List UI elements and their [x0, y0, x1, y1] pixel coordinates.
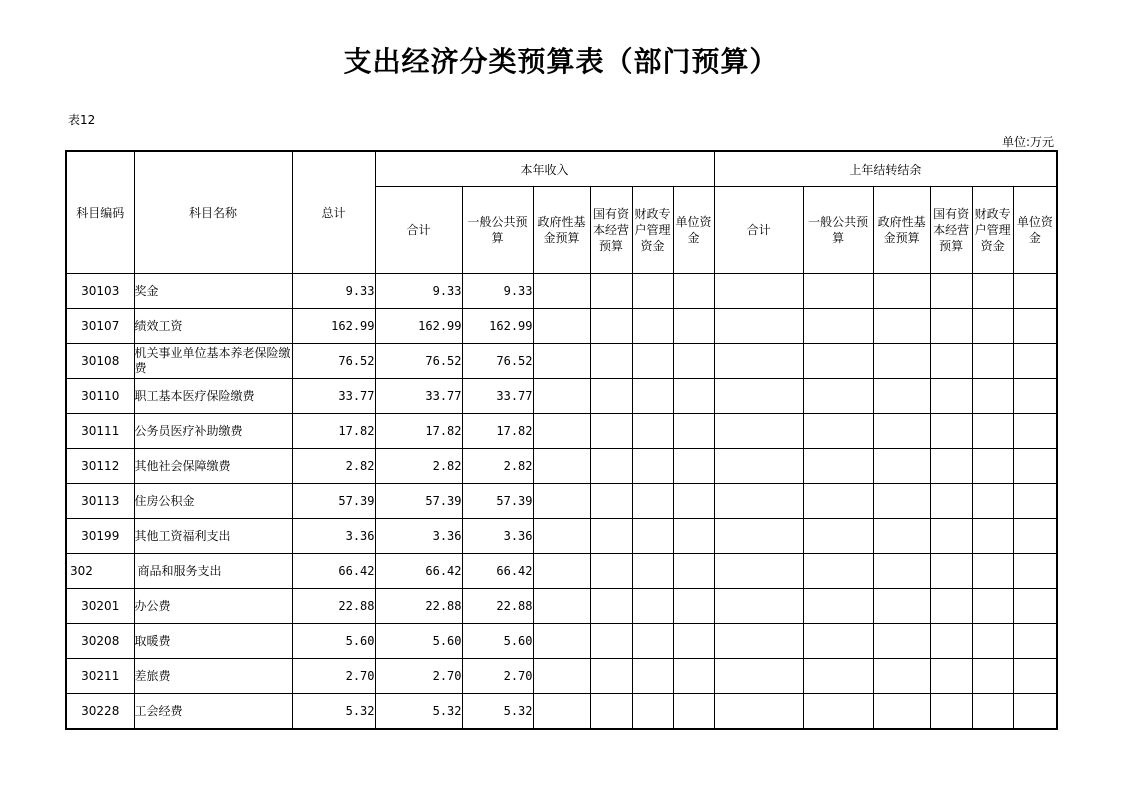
cell-carryover-gov-fund: [873, 589, 930, 624]
cell-income-state-capital: [590, 309, 632, 344]
cell-carryover-subtotal: [714, 484, 803, 519]
table-row: [66, 344, 1057, 379]
cell-income-subtotal: 2.82: [375, 449, 462, 484]
cell-carryover-special-fund: [972, 554, 1013, 589]
unit-label: 单位:万元: [1001, 135, 1054, 149]
cell-income-general-public: 2.82: [462, 449, 533, 484]
cell-carryover-state-capital: [930, 309, 972, 344]
cell-income-unit-fund: [673, 449, 714, 484]
cell-name: 其他工资福利支出: [134, 519, 292, 554]
cell-income-subtotal: 17.82: [375, 414, 462, 449]
cell-carryover-gov-fund: [873, 274, 930, 309]
cell-carryover-state-capital: [930, 694, 972, 730]
cell-name: 差旅费: [134, 659, 292, 694]
cell-income-special-fund: [632, 449, 673, 484]
cell-income-unit-fund: [673, 694, 714, 730]
table-row: [66, 379, 1057, 414]
cell-carryover-general-public: [803, 449, 873, 484]
cell-carryover-general-public: [803, 554, 873, 589]
cell-name: 奖金: [134, 274, 292, 309]
cell-name: 机关事业单位基本养老保险缴费: [134, 344, 292, 379]
cell-carryover-state-capital: [930, 344, 972, 379]
cell-carryover-state-capital: [930, 659, 972, 694]
cell-income-unit-fund: [673, 589, 714, 624]
cell-income-subtotal: 76.52: [375, 344, 462, 379]
cell-code: 30208: [66, 624, 134, 659]
cell-income-special-fund: [632, 519, 673, 554]
cell-carryover-unit-fund: [1013, 414, 1057, 449]
cell-income-unit-fund: [673, 519, 714, 554]
cell-total: 66.42: [292, 554, 375, 589]
cell-carryover-unit-fund: [1013, 659, 1057, 694]
cell-code: 30110: [66, 379, 134, 414]
cell-income-general-public: 2.70: [462, 659, 533, 694]
cell-income-general-public: 33.77: [462, 379, 533, 414]
cell-income-special-fund: [632, 274, 673, 309]
cell-income-subtotal: 3.36: [375, 519, 462, 554]
cell-income-subtotal: 66.42: [375, 554, 462, 589]
cell-total: 22.88: [292, 589, 375, 624]
cell-income-state-capital: [590, 449, 632, 484]
cell-carryover-subtotal: [714, 414, 803, 449]
table-header: [66, 151, 1057, 274]
cell-name: 取暖费: [134, 624, 292, 659]
table-row: [66, 274, 1057, 309]
cell-carryover-gov-fund: [873, 449, 930, 484]
table-row: [66, 484, 1057, 519]
cell-carryover-general-public: [803, 659, 873, 694]
cell-carryover-subtotal: [714, 659, 803, 694]
cell-income-state-capital: [590, 274, 632, 309]
cell-code: 30111: [66, 414, 134, 449]
header-carryover-state-capital: 国有资本经营预算: [930, 187, 972, 274]
cell-income-unit-fund: [673, 274, 714, 309]
table-body: [66, 274, 1057, 730]
cell-income-subtotal: 5.60: [375, 624, 462, 659]
cell-total: 5.60: [292, 624, 375, 659]
cell-carryover-subtotal: [714, 694, 803, 730]
cell-carryover-unit-fund: [1013, 484, 1057, 519]
cell-carryover-state-capital: [930, 379, 972, 414]
cell-code: 30211: [66, 659, 134, 694]
cell-income-state-capital: [590, 484, 632, 519]
cell-name: 职工基本医疗保险缴费: [134, 379, 292, 414]
cell-income-unit-fund: [673, 484, 714, 519]
cell-code: 302: [66, 554, 134, 589]
cell-income-state-capital: [590, 589, 632, 624]
cell-income-state-capital: [590, 344, 632, 379]
cell-name: 公务员医疗补助缴费: [134, 414, 292, 449]
header-total: 总计: [292, 151, 375, 274]
cell-income-gov-fund: [533, 624, 590, 659]
table-row: [66, 624, 1057, 659]
header-carryover-general-public: 一般公共预算: [803, 187, 873, 274]
cell-income-general-public: 76.52: [462, 344, 533, 379]
cell-carryover-general-public: [803, 694, 873, 730]
cell-carryover-gov-fund: [873, 554, 930, 589]
cell-carryover-subtotal: [714, 624, 803, 659]
cell-total: 33.77: [292, 379, 375, 414]
cell-income-gov-fund: [533, 554, 590, 589]
cell-carryover-subtotal: [714, 379, 803, 414]
cell-income-gov-fund: [533, 589, 590, 624]
cell-income-gov-fund: [533, 309, 590, 344]
header-carryover-subtotal: 合计: [714, 187, 803, 274]
cell-income-general-public: 22.88: [462, 589, 533, 624]
cell-income-subtotal: 162.99: [375, 309, 462, 344]
cell-carryover-special-fund: [972, 379, 1013, 414]
cell-income-general-public: 5.32: [462, 694, 533, 730]
cell-code: 30199: [66, 519, 134, 554]
cell-carryover-gov-fund: [873, 309, 930, 344]
cell-carryover-state-capital: [930, 274, 972, 309]
cell-carryover-subtotal: [714, 309, 803, 344]
cell-income-subtotal: 9.33: [375, 274, 462, 309]
cell-income-subtotal: 33.77: [375, 379, 462, 414]
cell-carryover-general-public: [803, 519, 873, 554]
table-row: [66, 694, 1057, 730]
cell-income-gov-fund: [533, 274, 590, 309]
cell-income-gov-fund: [533, 694, 590, 730]
cell-carryover-general-public: [803, 624, 873, 659]
cell-carryover-unit-fund: [1013, 554, 1057, 589]
cell-carryover-special-fund: [972, 449, 1013, 484]
cell-income-subtotal: 2.70: [375, 659, 462, 694]
cell-income-special-fund: [632, 624, 673, 659]
cell-carryover-unit-fund: [1013, 694, 1057, 730]
cell-income-special-fund: [632, 414, 673, 449]
cell-income-special-fund: [632, 694, 673, 730]
cell-income-special-fund: [632, 589, 673, 624]
header-income-state-capital: 国有资本经营预算: [590, 187, 632, 274]
cell-income-gov-fund: [533, 659, 590, 694]
cell-carryover-gov-fund: [873, 379, 930, 414]
header-current-income: 本年收入: [375, 151, 714, 187]
cell-carryover-state-capital: [930, 624, 972, 659]
cell-carryover-special-fund: [972, 589, 1013, 624]
cell-carryover-general-public: [803, 344, 873, 379]
header-income-unit-fund: 单位资金: [673, 187, 714, 274]
cell-carryover-unit-fund: [1013, 589, 1057, 624]
cell-total: 9.33: [292, 274, 375, 309]
header-income-gov-fund: 政府性基金预算: [533, 187, 590, 274]
table-row: [66, 309, 1057, 344]
table-row: [66, 659, 1057, 694]
cell-carryover-general-public: [803, 589, 873, 624]
cell-income-special-fund: [632, 484, 673, 519]
cell-income-gov-fund: [533, 484, 590, 519]
header-income-general-public: 一般公共预算: [462, 187, 533, 274]
cell-carryover-unit-fund: [1013, 274, 1057, 309]
cell-income-unit-fund: [673, 624, 714, 659]
cell-income-subtotal: 22.88: [375, 589, 462, 624]
cell-carryover-general-public: [803, 274, 873, 309]
cell-carryover-gov-fund: [873, 694, 930, 730]
cell-code: 30108: [66, 344, 134, 379]
cell-code: 30107: [66, 309, 134, 344]
cell-income-general-public: 17.82: [462, 414, 533, 449]
cell-income-subtotal: 57.39: [375, 484, 462, 519]
cell-income-subtotal: 5.32: [375, 694, 462, 730]
cell-total: 2.82: [292, 449, 375, 484]
cell-name: 商品和服务支出: [134, 554, 292, 589]
cell-total: 2.70: [292, 659, 375, 694]
cell-carryover-general-public: [803, 414, 873, 449]
cell-income-state-capital: [590, 624, 632, 659]
cell-income-state-capital: [590, 694, 632, 730]
cell-income-state-capital: [590, 659, 632, 694]
cell-carryover-subtotal: [714, 589, 803, 624]
cell-income-state-capital: [590, 414, 632, 449]
cell-carryover-special-fund: [972, 484, 1013, 519]
cell-carryover-subtotal: [714, 449, 803, 484]
cell-income-unit-fund: [673, 554, 714, 589]
cell-code: 30113: [66, 484, 134, 519]
cell-total: 5.32: [292, 694, 375, 730]
cell-income-unit-fund: [673, 379, 714, 414]
cell-income-gov-fund: [533, 449, 590, 484]
cell-code: 30201: [66, 589, 134, 624]
cell-total: 3.36: [292, 519, 375, 554]
page-title: 支出经济分类预算表（部门预算）: [343, 45, 779, 78]
cell-name: 住房公积金: [134, 484, 292, 519]
cell-carryover-unit-fund: [1013, 309, 1057, 344]
header-carryover-unit-fund: 单位资金: [1013, 187, 1057, 274]
cell-income-general-public: 3.36: [462, 519, 533, 554]
cell-carryover-subtotal: [714, 274, 803, 309]
cell-code: 30112: [66, 449, 134, 484]
cell-carryover-special-fund: [972, 519, 1013, 554]
cell-carryover-unit-fund: [1013, 449, 1057, 484]
table-row: [66, 589, 1057, 624]
cell-carryover-state-capital: [930, 554, 972, 589]
cell-income-general-public: 66.42: [462, 554, 533, 589]
cell-income-general-public: 162.99: [462, 309, 533, 344]
cell-carryover-special-fund: [972, 414, 1013, 449]
cell-carryover-general-public: [803, 309, 873, 344]
cell-income-special-fund: [632, 344, 673, 379]
cell-income-special-fund: [632, 659, 673, 694]
cell-name: 办公费: [134, 589, 292, 624]
cell-carryover-gov-fund: [873, 414, 930, 449]
cell-total: 57.39: [292, 484, 375, 519]
header-name: 科目名称: [134, 151, 292, 274]
cell-income-gov-fund: [533, 344, 590, 379]
cell-carryover-state-capital: [930, 449, 972, 484]
cell-name: 工会经费: [134, 694, 292, 730]
cell-carryover-state-capital: [930, 519, 972, 554]
table-row: [66, 449, 1057, 484]
header-carryover-special-fund: 财政专户管理资金: [972, 187, 1013, 274]
table-row: [66, 554, 1057, 589]
cell-code: 30228: [66, 694, 134, 730]
cell-carryover-unit-fund: [1013, 624, 1057, 659]
cell-income-gov-fund: [533, 519, 590, 554]
cell-total: 76.52: [292, 344, 375, 379]
cell-carryover-subtotal: [714, 344, 803, 379]
cell-income-general-public: 57.39: [462, 484, 533, 519]
cell-code: 30103: [66, 274, 134, 309]
cell-income-unit-fund: [673, 309, 714, 344]
cell-income-general-public: 5.60: [462, 624, 533, 659]
cell-total: 17.82: [292, 414, 375, 449]
cell-carryover-gov-fund: [873, 624, 930, 659]
cell-carryover-state-capital: [930, 589, 972, 624]
cell-name: 绩效工资: [134, 309, 292, 344]
cell-carryover-subtotal: [714, 554, 803, 589]
cell-name: 其他社会保障缴费: [134, 449, 292, 484]
cell-income-state-capital: [590, 554, 632, 589]
table-number: 表12: [68, 113, 96, 127]
cell-carryover-general-public: [803, 379, 873, 414]
cell-carryover-gov-fund: [873, 484, 930, 519]
header-carryover-gov-fund: 政府性基金预算: [873, 187, 930, 274]
cell-carryover-gov-fund: [873, 659, 930, 694]
cell-carryover-special-fund: [972, 624, 1013, 659]
cell-income-general-public: 9.33: [462, 274, 533, 309]
cell-income-state-capital: [590, 519, 632, 554]
cell-income-special-fund: [632, 309, 673, 344]
header-income-subtotal: 合计: [375, 187, 462, 274]
cell-income-special-fund: [632, 379, 673, 414]
cell-carryover-state-capital: [930, 484, 972, 519]
cell-income-unit-fund: [673, 659, 714, 694]
table-row: [66, 414, 1057, 449]
cell-carryover-unit-fund: [1013, 379, 1057, 414]
header-code: 科目编码: [66, 151, 134, 274]
cell-carryover-gov-fund: [873, 519, 930, 554]
cell-carryover-state-capital: [930, 414, 972, 449]
header-income-special-fund: 财政专户管理资金: [632, 187, 673, 274]
cell-carryover-special-fund: [972, 309, 1013, 344]
cell-carryover-special-fund: [972, 274, 1013, 309]
cell-carryover-gov-fund: [873, 344, 930, 379]
cell-total: 162.99: [292, 309, 375, 344]
cell-carryover-subtotal: [714, 519, 803, 554]
cell-income-state-capital: [590, 379, 632, 414]
cell-income-gov-fund: [533, 414, 590, 449]
table-row: [66, 519, 1057, 554]
header-carryover: 上年结转结余: [714, 151, 1057, 187]
cell-carryover-special-fund: [972, 344, 1013, 379]
cell-income-gov-fund: [533, 379, 590, 414]
cell-carryover-general-public: [803, 484, 873, 519]
cell-carryover-special-fund: [972, 659, 1013, 694]
cell-income-unit-fund: [673, 344, 714, 379]
budget-table: [65, 150, 1058, 730]
cell-carryover-special-fund: [972, 694, 1013, 730]
cell-carryover-unit-fund: [1013, 519, 1057, 554]
cell-income-special-fund: [632, 554, 673, 589]
cell-carryover-unit-fund: [1013, 344, 1057, 379]
cell-income-unit-fund: [673, 414, 714, 449]
